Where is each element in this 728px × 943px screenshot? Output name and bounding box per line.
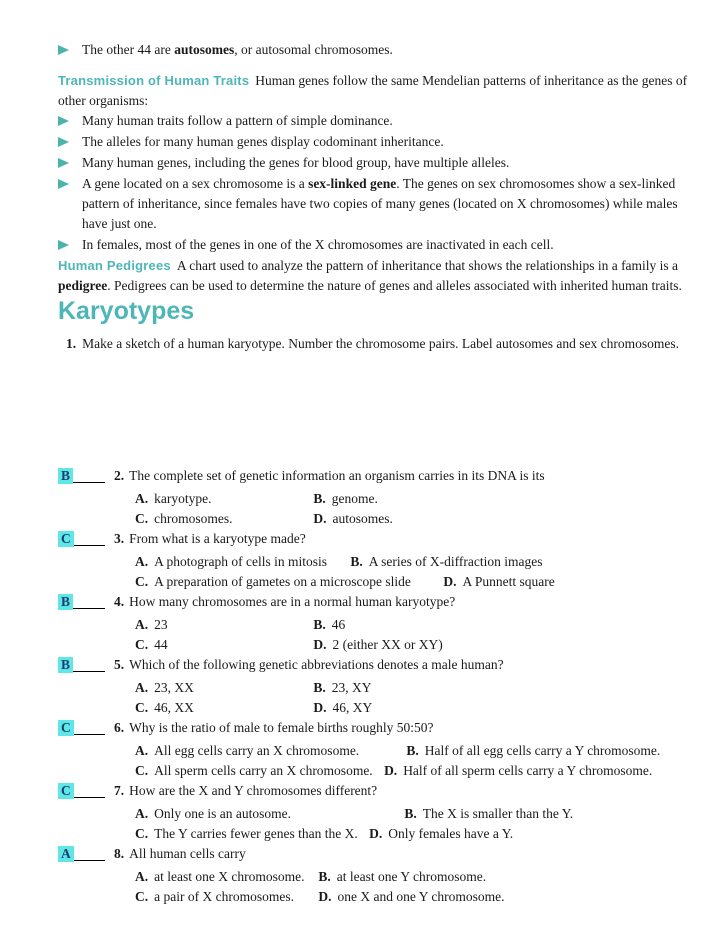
question-text: Which of the following genetic abbreviations denotes a male human?: [129, 657, 504, 672]
intro-bullet-text: The other 44 are autosomes, or autosomal chromosomes.: [82, 42, 393, 57]
bullet-triangle-icon: [58, 240, 69, 250]
answer-blank[interactable]: [58, 718, 105, 735]
answer-blank[interactable]: [58, 529, 105, 546]
bullet-multiple-alleles: Many human genes, including the genes for blood group, have multiple alleles.: [58, 153, 702, 173]
transmission-paragraph: [58, 71, 702, 111]
question-2: [58, 466, 702, 529]
answer-letter: C: [58, 531, 74, 547]
answer-blank[interactable]: [58, 781, 105, 798]
answer-letter: A: [58, 846, 74, 862]
answer-blank[interactable]: [58, 466, 105, 483]
option-c: C. a pair of X chromosomes.: [135, 889, 294, 904]
bullet-triangle-icon: [58, 137, 69, 147]
bullet-codominant: The alleles for many human genes display codominant inheritance.: [58, 132, 702, 152]
transmission-text: Human genes follow the same Mendelian patterns of inheritance as the genes of other organisms:: [58, 73, 688, 108]
question-number: 6.: [114, 720, 125, 735]
bullet-sex-linked-gene: A gene located on a sex chromosome is a sex-linked gene. The genes on sex chromosomes show a sex-linked pattern of inheritance, since females have two copies of many genes (located on X chromosomes) while males have just one.: [58, 174, 702, 234]
question-text: The complete set of genetic information an organism carries in its DNA is its: [129, 468, 545, 483]
bullet-simple-dominance: Many human traits follow a pattern of simple dominance.: [58, 111, 702, 131]
question-3: [58, 529, 702, 592]
option-a: A. karyotype.: [135, 491, 212, 506]
option-c: C. All sperm cells carry an X chromosome.: [135, 763, 373, 778]
answer-blank[interactable]: [58, 844, 105, 861]
option-a: A. All egg cells carry an X chromosome.: [135, 743, 360, 758]
answer-blank[interactable]: [58, 655, 105, 672]
option-c: C. 44: [135, 637, 168, 652]
option-b: B. Half of all egg cells carry a Y chromosome.: [406, 743, 661, 758]
question-6: [58, 718, 702, 781]
option-d: D. 46, XY: [313, 700, 373, 715]
item-1-sketch-prompt: [66, 334, 702, 354]
question-7: [58, 781, 702, 844]
option-d: D. one X and one Y chromosome.: [318, 889, 505, 904]
question-text: Why is the ratio of male to female births roughly 50:50?: [129, 720, 434, 735]
sketch-answer-space[interactable]: [58, 354, 702, 466]
item-text: Make a sketch of a human karyotype. Number the chromosome pairs. Label autosomes and sex chromosomes.: [82, 336, 679, 351]
option-d: D. A Punnett square: [443, 574, 555, 589]
pedigrees-paragraph: Human Pedigrees A chart used to analyze the pattern of inheritance that shows the relationships in a family is a pedigree. Pedigrees can be used to determine the nature of genes and alleles associated with inherited human traits.: [58, 258, 682, 293]
bullet-triangle-icon: [58, 179, 69, 189]
answer-letter: C: [58, 783, 74, 799]
option-b: B. 23, XY: [313, 680, 372, 695]
question-text: How many chromosomes are in a normal human karyotype?: [129, 594, 456, 609]
question-8: [58, 844, 702, 907]
option-a: A. 23: [135, 617, 168, 632]
bullet-x-inactivation: In females, most of the genes in one of the X chromosomes are inactivated in each cell.: [58, 235, 702, 255]
section-title: Karyotypes: [58, 297, 195, 325]
option-c: C. A preparation of gametes on a microscope slide: [135, 574, 411, 589]
option-b: B. The X is smaller than the Y.: [404, 806, 574, 821]
option-b: B. genome.: [313, 491, 378, 506]
option-c: C. The Y carries fewer genes than the X.: [135, 826, 358, 841]
question-5: [58, 655, 702, 718]
option-d: D. Half of all sperm cells carry a Y chromosome.: [384, 763, 653, 778]
option-d: D. autosomes.: [313, 511, 393, 526]
option-b: B. 46: [313, 617, 346, 632]
question-number: 3.: [114, 531, 125, 546]
option-c: C. chromosomes.: [135, 511, 233, 526]
question-text: From what is a karyotype made?: [129, 531, 306, 546]
option-b: B. A series of X-diffraction images: [350, 554, 543, 569]
answer-blank[interactable]: [58, 592, 105, 609]
question-number: 2.: [114, 468, 125, 483]
question-number: 4.: [114, 594, 125, 609]
answer-letter: B: [58, 657, 73, 673]
question-number: 5.: [114, 657, 125, 672]
intro-bullet: [58, 40, 702, 60]
option-c: C. 46, XX: [135, 700, 194, 715]
bullet-triangle-icon: [58, 158, 69, 168]
pedigrees-heading: Human Pedigrees: [58, 258, 171, 273]
option-b: B. at least one Y chromosome.: [318, 869, 487, 884]
question-number: 7.: [114, 783, 125, 798]
transmission-heading: Transmission of Human Traits: [58, 73, 250, 88]
option-a: A. A photograph of cells in mitosis: [135, 554, 327, 569]
bullet-triangle-icon: [58, 45, 69, 55]
question-number: 8.: [114, 846, 125, 861]
option-d: D. 2 (either XX or XY): [313, 637, 443, 652]
option-d: D. Only females have a Y.: [369, 826, 514, 841]
bullet-triangle-icon: [58, 116, 69, 126]
question-text: All human cells carry: [129, 846, 246, 861]
answer-letter: B: [58, 594, 73, 610]
item-number: 1.: [66, 336, 77, 351]
option-a: A. Only one is an autosome.: [135, 806, 291, 821]
question-text: How are the X and Y chromosomes different?: [129, 783, 378, 798]
answer-letter: C: [58, 720, 74, 736]
option-a: A. at least one X chromosome.: [135, 869, 305, 884]
option-a: A. 23, XX: [135, 680, 194, 695]
question-4: [58, 592, 702, 655]
answer-letter: B: [58, 468, 73, 484]
